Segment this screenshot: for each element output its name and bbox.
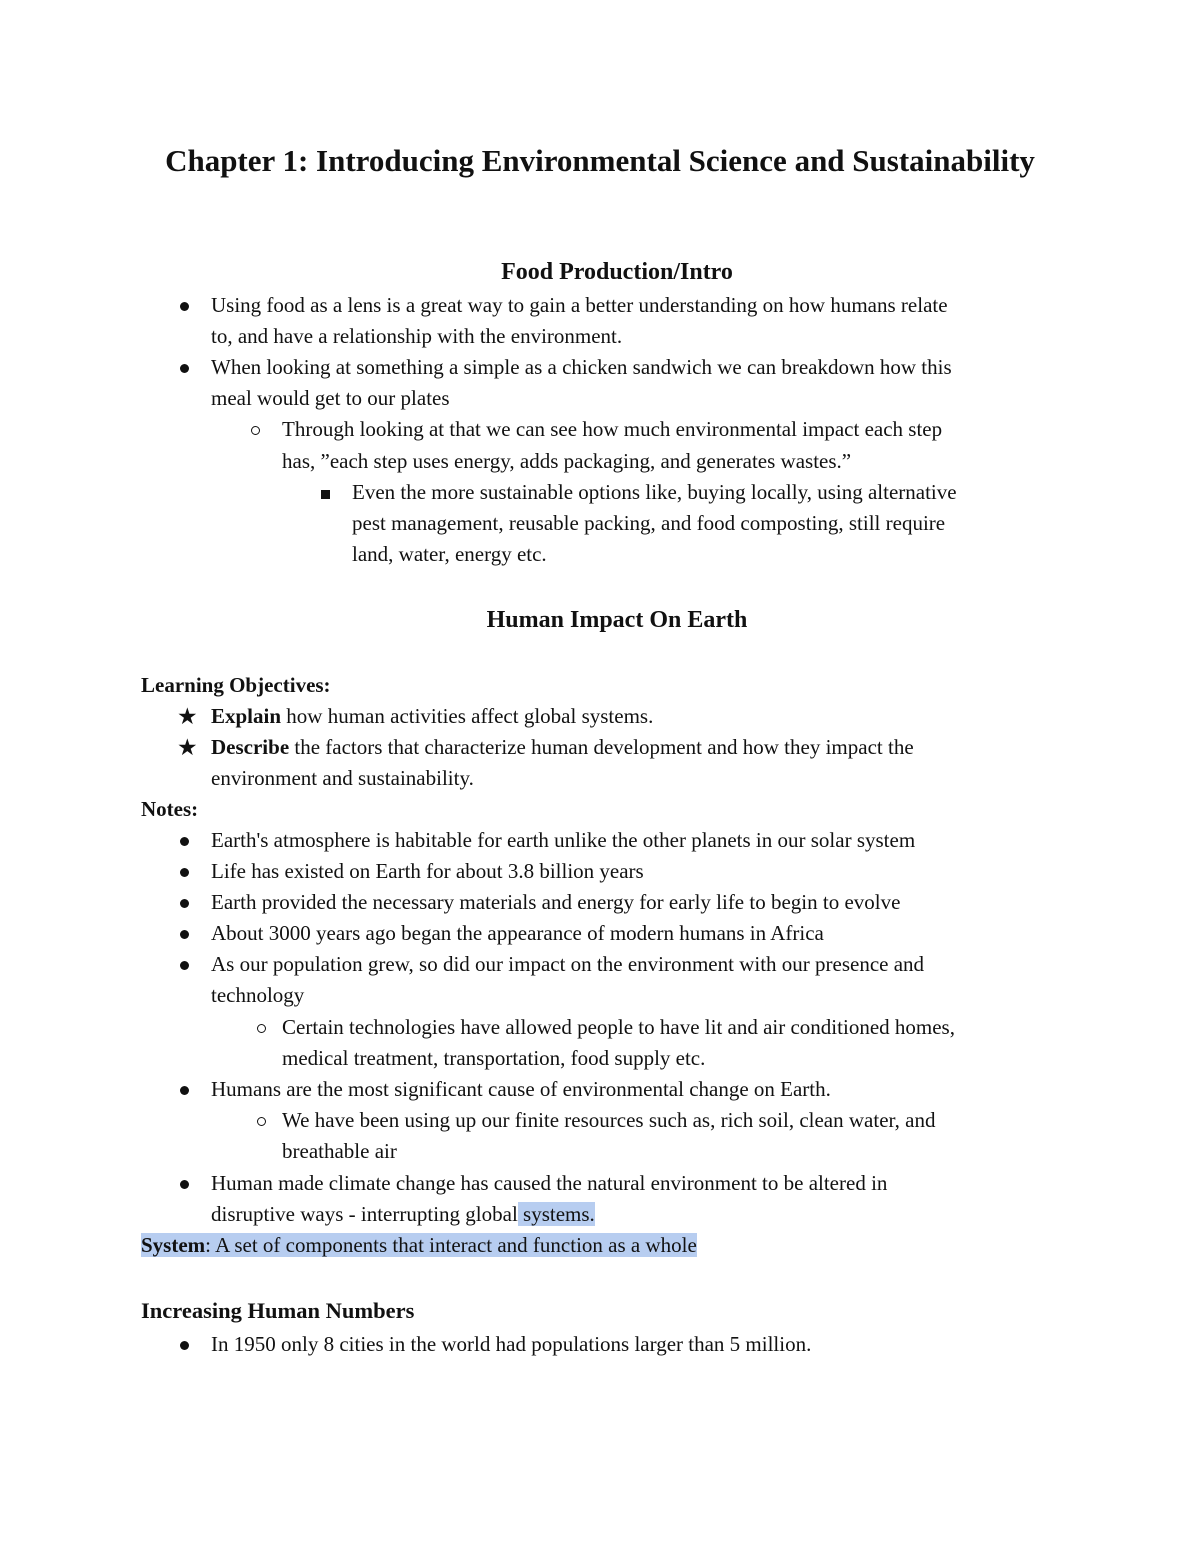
sub-list-item-continuation: breathable air bbox=[282, 1139, 397, 1163]
list-item: Life has existed on Earth for about 3.8 billion years bbox=[211, 859, 644, 883]
sub-list-item: We have been using up our finite resources such as, rich soil, clean water, and bbox=[282, 1108, 936, 1132]
bullet-icon bbox=[180, 961, 189, 970]
list-item: Earth provided the necessary materials and energy for early life to begin to evolve bbox=[211, 890, 901, 914]
sub-sub-list-item-continuation: pest management, reusable packing, and food composting, still require bbox=[352, 511, 946, 535]
objective-verb: Explain bbox=[211, 704, 282, 728]
sub-sub-list-item: Even the more sustainable options like, buying locally, using alternative bbox=[352, 480, 957, 504]
list-item-continuation bbox=[211, 1199, 595, 1230]
hollow-bullet-icon bbox=[257, 1024, 266, 1033]
bullet-icon bbox=[180, 1341, 189, 1350]
objective-text: the factors that characterize human development and how they impact the bbox=[289, 735, 914, 759]
list-item: About 3000 years ago began the appearance of modern humans in Africa bbox=[211, 921, 824, 945]
star-icon: ★ bbox=[177, 735, 198, 760]
list-item-continuation: meal would get to our plates bbox=[211, 386, 450, 410]
sub-list-item: Certain technologies have allowed people to have lit and air conditioned homes, bbox=[282, 1015, 955, 1039]
list-item: In 1950 only 8 cities in the world had populations larger than 5 million. bbox=[211, 1332, 812, 1356]
bullet-icon bbox=[180, 868, 189, 877]
notes-label: Notes: bbox=[141, 797, 199, 821]
list-item-continuation: technology bbox=[211, 983, 305, 1007]
list-item: Earth's atmosphere is habitable for earth unlike the other planets in our solar system bbox=[211, 828, 916, 852]
text-run: disruptive ways - interrupting global bbox=[211, 1202, 518, 1226]
hollow-bullet-icon bbox=[251, 426, 260, 435]
bullet-icon bbox=[180, 1180, 189, 1189]
page-title: Chapter 1: Introducing Environmental Science and Sustainability bbox=[165, 143, 1035, 178]
bullet-icon bbox=[180, 364, 189, 373]
bullet-icon bbox=[180, 899, 189, 908]
list-item: Humans are the most significant cause of environmental change on Earth. bbox=[211, 1077, 831, 1101]
list-item-continuation: to, and have a relationship with the environment. bbox=[211, 324, 623, 348]
objective-item bbox=[211, 732, 914, 763]
section-heading-human-numbers: Increasing Human Numbers bbox=[141, 1298, 415, 1323]
objective-text: how human activities affect global systems. bbox=[281, 704, 654, 728]
hollow-bullet-icon bbox=[257, 1117, 266, 1126]
sub-list-item-continuation: medical treatment, transportation, food supply etc. bbox=[282, 1046, 706, 1070]
star-icon: ★ bbox=[177, 704, 198, 729]
section-heading-human-impact: Human Impact On Earth bbox=[486, 607, 748, 633]
sub-list-item-continuation: has, ”each step uses energy, adds packaging, and generates wastes.” bbox=[282, 449, 852, 473]
bullet-icon bbox=[180, 837, 189, 846]
system-definition bbox=[141, 1230, 697, 1261]
list-item: As our population grew, so did our impact on the environment with our presence and bbox=[211, 952, 925, 976]
definition-term: System bbox=[141, 1233, 206, 1257]
section-heading-food-production: Food Production/Intro bbox=[501, 259, 733, 285]
bullet-icon bbox=[180, 1086, 189, 1095]
definition-text: : A set of components that interact and function as a whole bbox=[205, 1233, 697, 1257]
list-item: Using food as a lens is a great way to gain a better understanding on how humans relate bbox=[211, 293, 948, 317]
objective-item-continuation: environment and sustainability. bbox=[211, 766, 474, 790]
square-bullet-icon bbox=[321, 490, 330, 499]
list-item: When looking at something a simple as a chicken sandwich we can breakdown how this bbox=[211, 355, 952, 379]
bullet-icon bbox=[180, 930, 189, 939]
highlighted-text: systems. bbox=[517, 1202, 595, 1226]
objective-verb: Describe bbox=[211, 735, 290, 759]
sub-sub-list-item-continuation: land, water, energy etc. bbox=[352, 542, 547, 566]
bullet-icon bbox=[180, 302, 189, 311]
objective-item bbox=[211, 701, 653, 732]
learning-objectives-label: Learning Objectives: bbox=[141, 673, 331, 697]
list-item: Human made climate change has caused the natural environment to be altered in bbox=[211, 1171, 888, 1195]
sub-list-item: Through looking at that we can see how much environmental impact each step bbox=[282, 417, 943, 441]
